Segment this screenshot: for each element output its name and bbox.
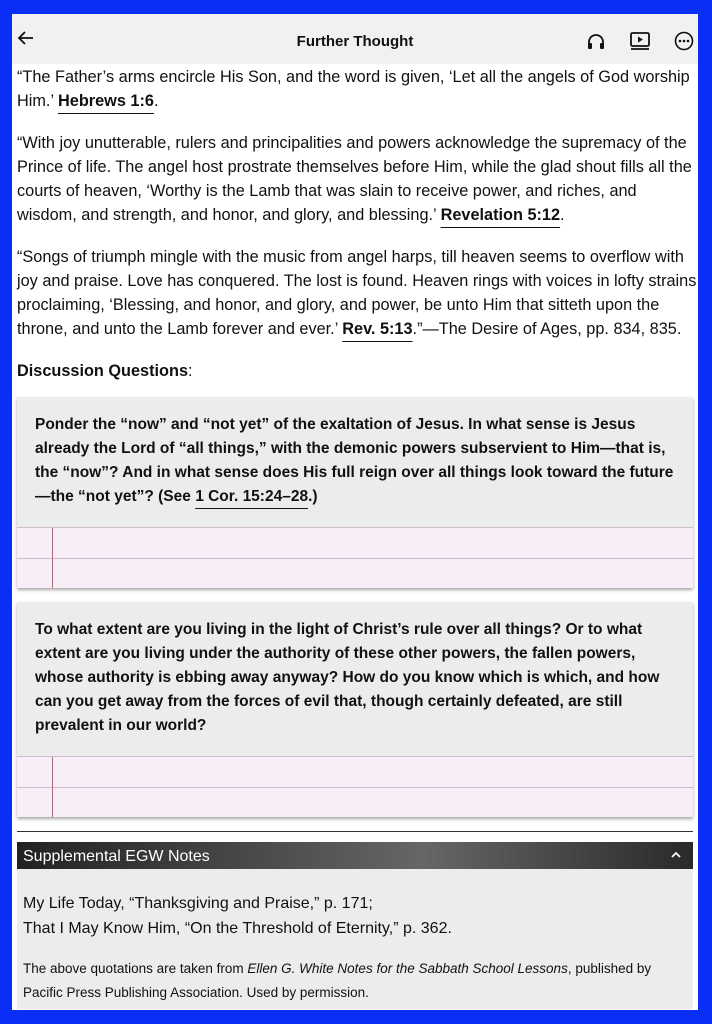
headphones-icon[interactable]: [585, 30, 607, 52]
app-window: [12, 14, 698, 1010]
question-card: [17, 397, 693, 588]
bible-reference-link[interactable]: 1 Cor. 15:24–28: [195, 488, 309, 505]
quote-paragraph: “The Father’s arms encircle His Son, and the word is given, ‘Let all the angels of God worship Him.’ Hebrews 1:6.: [17, 68, 690, 110]
page-title: Further Thought: [296, 33, 414, 50]
supplemental-body: [17, 869, 693, 1009]
question-text: Ponder the “now” and “not yet” of the exaltation of Jesus. In what sense is Jesus already the Lord of “all things,” with the demonic powers subservient to Him—that is, the “now”? And in what sense does His full reign over all things look toward the future—the “not yet”? (See 1 Cor. 15:24–28.): [35, 416, 674, 505]
answer-input[interactable]: [57, 528, 693, 588]
chevron-up-icon[interactable]: [669, 848, 683, 862]
question-text: To what extent are you living in the light of Christ’s rule over all things? Or to what extent are you living under the authority of these other powers, the fallen powers, whose authority is ebbing away anyway? How do you know which is which, and how can you get away from the forces of evil that, though certainly defeated, are still prevalent in our world?: [35, 621, 660, 734]
supplemental-header[interactable]: [17, 842, 693, 869]
answer-input[interactable]: [57, 757, 693, 817]
egw-reference: That I May Know Him, “On the Threshold of Eternity,” p. 362.: [23, 920, 452, 937]
section-divider: [17, 831, 693, 832]
more-icon[interactable]: [673, 30, 695, 52]
video-icon[interactable]: [629, 30, 651, 52]
bible-reference-link[interactable]: Rev. 5:13: [342, 320, 413, 338]
answer-notepad[interactable]: [17, 527, 693, 588]
quote-paragraph: “With joy unutterable, rulers and principalities and powers acknowledge the supremacy of the Prince of life. The angel host prostrate themselves before Him, while the glad shout fills all the courts of heaven, ‘Worthy is the Lamb that was slain to receive power, and riches, and wisdom, and strength, and honor, and glory, and blessing.’ Revelation 5:12.: [17, 134, 692, 224]
supplemental-section: [17, 842, 693, 1009]
bible-reference-link[interactable]: Hebrews 1:6: [58, 92, 154, 110]
answer-notepad[interactable]: [17, 756, 693, 817]
top-bar: [12, 14, 698, 64]
permission-note: The above quotations are taken from Ellen G. White Notes for the Sabbath School Lessons, published by Pacific Press Publishing Association. Used by permission.: [23, 961, 652, 1000]
lesson-content: [17, 65, 697, 1009]
bible-reference-link[interactable]: Revelation 5:12: [440, 206, 561, 224]
discussion-questions-heading: Discussion Questions:: [17, 362, 193, 380]
quote-paragraph: “Songs of triumph mingle with the music from angel harps, till heaven seems to overflow with joy and praise. Love has conquered. The lost is found. Heaven rings with voices in lofty strains proclaiming, ‘Blessing, and honor, and glory, and power, be unto Him that sitteth upon the throne, and unto the Lamb forever and ever.’ Rev. 5:13.”—The Desire of Ages, pp. 834, 835.: [17, 248, 697, 338]
egw-reference: My Life Today, “Thanksgiving and Praise,” p. 171;: [23, 895, 373, 912]
supplemental-title: Supplemental EGW Notes: [23, 848, 210, 865]
question-card: [17, 602, 693, 817]
